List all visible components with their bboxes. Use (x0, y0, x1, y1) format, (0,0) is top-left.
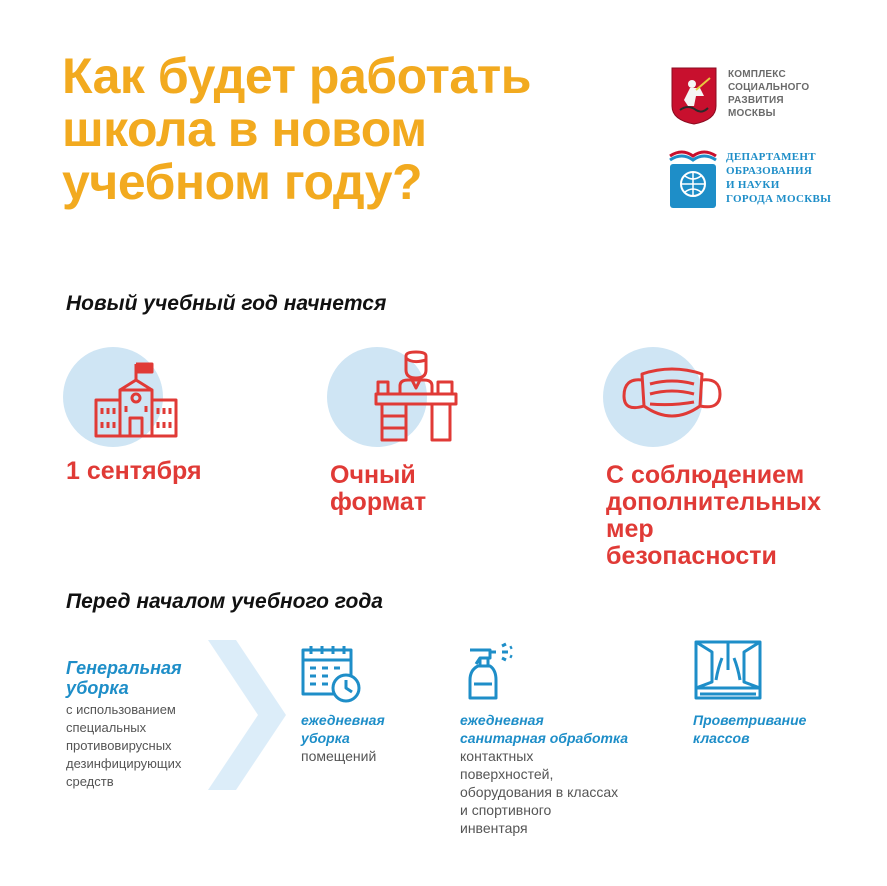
moscow-coat-of-arms-logo (670, 66, 718, 126)
ventilation-block (693, 711, 806, 747)
calendar-clock-icon (300, 644, 362, 704)
safety-line: С соблюдением (606, 461, 805, 489)
complex-logo-line: МОСКВЫ (728, 108, 776, 119)
title-line-2: школа в новом (62, 101, 427, 157)
general-cleaning-desc-line: с использованием (66, 702, 176, 717)
ventilation-bold-line: Проветривание (693, 712, 807, 728)
open-window-icon (692, 640, 764, 702)
complex-logo-line: РАЗВИТИЯ (728, 95, 784, 106)
general-cleaning-description (66, 701, 181, 791)
page-title (62, 50, 642, 209)
sanitary-text-line: контактных (460, 748, 534, 764)
sanitary-text-line: инвентаря (460, 820, 528, 836)
general-cleaning-title-line: Генеральная (66, 658, 182, 678)
safety-line: дополнительных (606, 488, 821, 516)
school-building-icon (92, 360, 184, 440)
department-logo-line: ОБРАЗОВАНИЯ (726, 165, 813, 177)
format-line: Очный (330, 461, 416, 489)
safety-line: мер (606, 515, 654, 543)
complex-logo-line: КОМПЛЕКС (728, 69, 786, 80)
department-logo-text (726, 150, 886, 206)
daily-cleaning-text-line: помещений (301, 748, 377, 764)
daily-cleaning-bold-line: ежедневная (301, 712, 385, 728)
sanitary-bold-line: ежедневная (460, 712, 544, 728)
general-cleaning-title (66, 658, 182, 698)
chevron-arrow-icon (208, 640, 288, 790)
format-line: формат (330, 488, 427, 516)
spray-bottle-icon (466, 640, 514, 702)
safety-measures-text (606, 462, 821, 570)
start-date-line: 1 сентября (66, 457, 202, 485)
department-logo-line: ДЕПАРТАМЕНТ (726, 151, 816, 163)
daily-cleaning-block (301, 711, 385, 765)
start-date-text (66, 458, 202, 485)
format-text (330, 462, 426, 516)
title-line-3: учебном году? (62, 154, 423, 210)
sanitary-bold-line: санитарная обработка (460, 730, 629, 746)
department-logo-line: ГОРОДА МОСКВЫ (726, 193, 832, 205)
title-line-1: Как будет работать (62, 48, 531, 104)
ventilation-bold-line: классов (693, 730, 750, 746)
department-logo-line: И НАУКИ (726, 179, 780, 191)
sanitary-treatment-block (460, 711, 628, 837)
section-heading-before-year: Перед началом учебного года (66, 590, 383, 613)
safety-line: безопасности (606, 542, 777, 570)
medical-mask-icon (620, 360, 724, 432)
general-cleaning-title-line: уборка (66, 678, 129, 698)
department-education-logo (668, 146, 718, 210)
general-cleaning-desc-line: противовирусных (66, 738, 172, 753)
general-cleaning-desc-line: специальных (66, 720, 147, 735)
daily-cleaning-bold-line: уборка (301, 730, 350, 746)
complex-logo-line: СОЦИАЛЬНОГО (728, 82, 810, 93)
sanitary-text-line: поверхностей, (460, 766, 554, 782)
complex-logo-text (728, 68, 878, 120)
section-heading-new-year: Новый учебный год начнется (66, 292, 387, 315)
sanitary-text-line: оборудования в классах (460, 784, 619, 800)
general-cleaning-desc-line: дезинфицирующих (66, 756, 182, 771)
sanitary-text-line: и спортивного (460, 802, 552, 818)
general-cleaning-desc-line: средств (66, 774, 114, 789)
teacher-at-desk-icon (372, 350, 460, 442)
